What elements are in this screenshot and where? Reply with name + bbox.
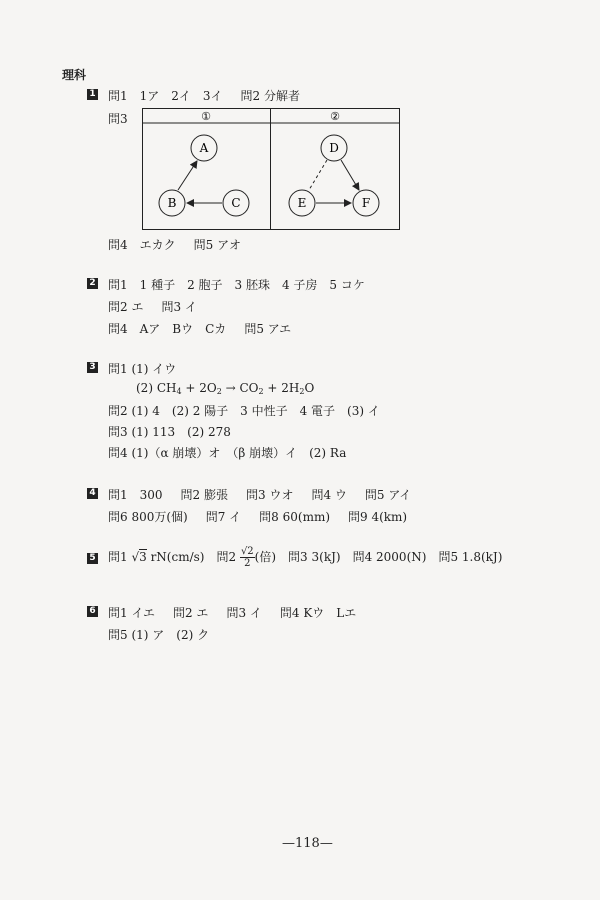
s6-q3: 問3 イ: [226, 606, 262, 620]
s4-q8: 問8 60(mm): [259, 510, 331, 524]
dashed-line-d-e: [309, 160, 327, 190]
node-f-label: F: [361, 196, 371, 210]
s3-q4: 問4 (1)（α 崩壊）オ （β 崩壊）イ (2) Ra: [108, 446, 347, 460]
section-2-line-2: [108, 298, 197, 315]
node-c-label: C: [231, 196, 241, 210]
panel-2-label: ②: [330, 110, 340, 123]
section-4-line-2: [108, 508, 407, 525]
node-e-label: E: [297, 196, 307, 210]
s5-q3: 問3 3(kJ): [288, 550, 341, 564]
s5-q5: 問5 1.8(kJ): [438, 550, 503, 564]
s3-q1a: 問1 (1) イウ: [108, 362, 177, 376]
s4-q1: 問1 300: [108, 488, 163, 502]
s2-q1: 問1 1 種子 2 胞子 3 胚珠 4 子房 5 コケ: [108, 278, 365, 292]
section-number-2: 2: [87, 278, 98, 289]
section-number-4: 4: [87, 488, 98, 499]
s5-q1: 問1 √3 rN(cm/s): [108, 550, 205, 564]
section-1-line-3: [108, 236, 241, 253]
node-b-label: B: [167, 196, 177, 210]
s2-q2: 問2 エ: [108, 300, 144, 314]
s3-q2: 問2 (1) 4 (2) 2 陽子 3 中性子 4 電子 (3) イ: [108, 404, 380, 418]
node-d-label: D: [329, 141, 339, 155]
s6-q5: 問5 (1) ア (2) ク: [108, 628, 210, 642]
s4-q7: 問7 イ: [205, 510, 242, 524]
arrow-b-to-a: [178, 161, 197, 190]
panel-1-label: ①: [201, 110, 211, 123]
arrow-d-to-f: [341, 160, 359, 190]
s4-q3: 問3 ウオ: [246, 488, 294, 502]
section-number-6: 6: [87, 606, 98, 617]
s6-q1: 問1 イエ: [108, 606, 155, 620]
section-number-5: 5: [87, 553, 98, 564]
section-6-line-1: [108, 604, 356, 621]
cycle-diagram: [142, 108, 400, 230]
s4-q4: 問4 ウ: [311, 488, 347, 502]
s5-q2: 問2 $\frac{√2}{2}$ (倍): [216, 546, 277, 569]
s1-q5: 問5 アオ: [193, 238, 241, 252]
s2-q5: 問5 アエ: [244, 322, 292, 336]
s2-q3: 問3 イ: [161, 300, 197, 314]
s4-q2: 問2 膨張: [180, 488, 228, 502]
s2-q4: 問4 Aア Bウ Cカ: [108, 322, 227, 336]
s6-q2: 問2 エ: [172, 606, 209, 620]
page-number: —118—: [282, 836, 333, 851]
s4-q5: 問5 アイ: [364, 488, 412, 502]
subject-title: 理科: [62, 68, 87, 82]
s6-q4: 問4 Kウ Lエ: [279, 606, 357, 620]
s3-q1b-equation: (2) $CH_4 + 2O_2 \to CO_2 + 2H_2O$: [136, 381, 315, 396]
section-1-line-1: [108, 87, 300, 104]
section-2-line-3: [108, 320, 291, 337]
s1-q2: 問2 分解者: [240, 89, 300, 103]
node-a-label: A: [199, 141, 209, 155]
section-4-line-1: [108, 486, 411, 503]
s4-q9: 問9 4(km): [348, 510, 408, 524]
s3-q3: 問3 (1) 113 (2) 278: [108, 425, 231, 439]
s4-q6: 問6 800万(個): [108, 510, 188, 524]
s1-q1: 問1 1ア 2イ 3イ: [108, 89, 223, 103]
section-5-line-1: [108, 545, 502, 569]
s1-q4: 問4 エカク: [108, 238, 176, 252]
section-number-3: 3: [87, 362, 98, 373]
s1-q3-label: 問3: [108, 112, 128, 126]
s5-q4: 問4 2000(N): [352, 550, 427, 564]
section-number-1: 1: [87, 89, 98, 100]
